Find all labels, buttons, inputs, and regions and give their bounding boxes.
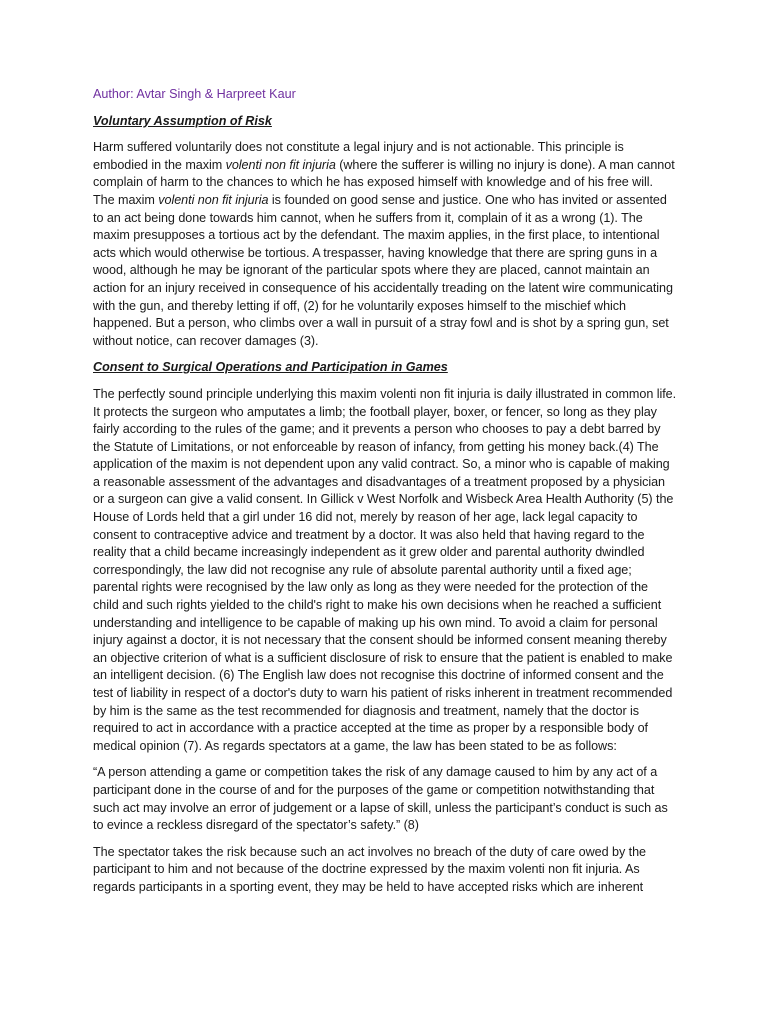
paragraph-text: (where the sufferer is willing no injury is done). A man cannot complain of harm to the chances to which he has exposed himself with knowledge and of his free will. The maxim xyxy=(93,157,675,207)
section-heading-voluntary-assumption: Voluntary Assumption of Risk xyxy=(93,113,272,128)
paragraph-text: Harm suffered voluntarily does not constitute a legal injury and is not actionable. This principle is embodied in the maxim xyxy=(93,140,624,172)
author-line: Author: Avtar Singh & Harpreet Kaur xyxy=(93,87,296,101)
maxim-italic: volenti non fit injuria xyxy=(158,192,269,207)
maxim-italic: volenti non fit injuria xyxy=(225,157,336,172)
paragraph-voluntary-assumption xyxy=(93,139,677,350)
section-heading-consent: Consent to Surgical Operations and Participation in Games xyxy=(93,360,448,375)
paragraph-text: is founded on good sense and justice. One who has invited or assented to an act being done towards him cannot, when he suffers from it, complain of it as a wrong (1). The maxim presupposes a tortious act by the defendant. The maxim applies, in the first place, to intentional acts which would otherwise be tortious. A trespasser, having knowledge that there are spring guns in a wood, although he may be ignorant of the particular spots where they are placed, cannot maintain an action for an injury received in consequence of his accidentally treading on the latent wire communicating with the gun, and thereby letting if off, (2) for he voluntarily exposes himself to the mischief which happened. But a person, who climbs over a wall in pursuit of a stray fowl and is shot by a spring gun, set without notice, can recover damages (3). xyxy=(93,192,673,348)
document-page xyxy=(93,86,677,906)
paragraph-spectator: The spectator takes the risk because such an act involves no breach of the duty of care owed by the participant to him and not because of the doctrine expressed by the maxim volenti non fit injuria. As regards participants in a sporting event, they may be held to have accepted risks which are inherent xyxy=(93,844,646,894)
paragraph-consent: The perfectly sound principle underlying this maxim volenti non fit injuria is daily illustrated in common life. It protects the surgeon who amputates a limb; the football player, boxer, or fencer, so long as they play fairly according to the rules of the game; and it prevents a person who chooses to pay a debt barred by the Statute of Limitations, or not enforceable by reason of infancy, from getting his money back.(4) The application of the maxim is not dependent upon any valid contract. So, a minor who is capable of making a reasonable assessment of the advantages and disadvantages of a treatment proposed by a physician or a surgeon can give a valid consent. In Gillick v West Norfolk and Wisbeck Area Health Authority (5) the House of Lords held that a girl under 16 did not, merely by reason of her age, lack legal capacity to consent to contraceptive advice and treatment by a doctor. It was also held that having regard to the reality that a child became increasingly independent as it grew older and parental authority dwindled correspondingly, the law did not recognise any rule of absolute parental authority until a fixed age; parental rights were recognised by the law only as long as they were needed for the protection of the child and such rights yielded to the child's right to make his own decisions when he reached a sufficient understanding and intelligence to be capable of making up his own mind. To avoid a claim for personal injury against a doctor, it is not necessary that the consent should be informed consent meaning thereby an objective criterion of what is a sufficient disclosure of risk to ensure that the patient is enabled to make an intelligent decision. (6) The English law does not recognise this doctrine of informed consent and the test of liability in respect of a doctor's duty to warn his patient of risks inherent in treatment recommended by him is the same as the test recommended for diagnosis and treatment, namely that the doctor is required to act in accordance with a practice accepted at the time as proper by a responsible body of medical opinion (7). As regards spectators at a game, the law has been stated to be as follows: xyxy=(93,386,677,753)
block-quote: “A person attending a game or competition takes the risk of any damage caused to him by any act of a participant done in the course of and for the purposes of the game or competition notwithstanding that such act may involve an error of judgement or a lapse of skill, unless the participant’s conduct is such as to evince a reckless disregard of the spectator’s safety.” (8) xyxy=(93,765,668,833)
